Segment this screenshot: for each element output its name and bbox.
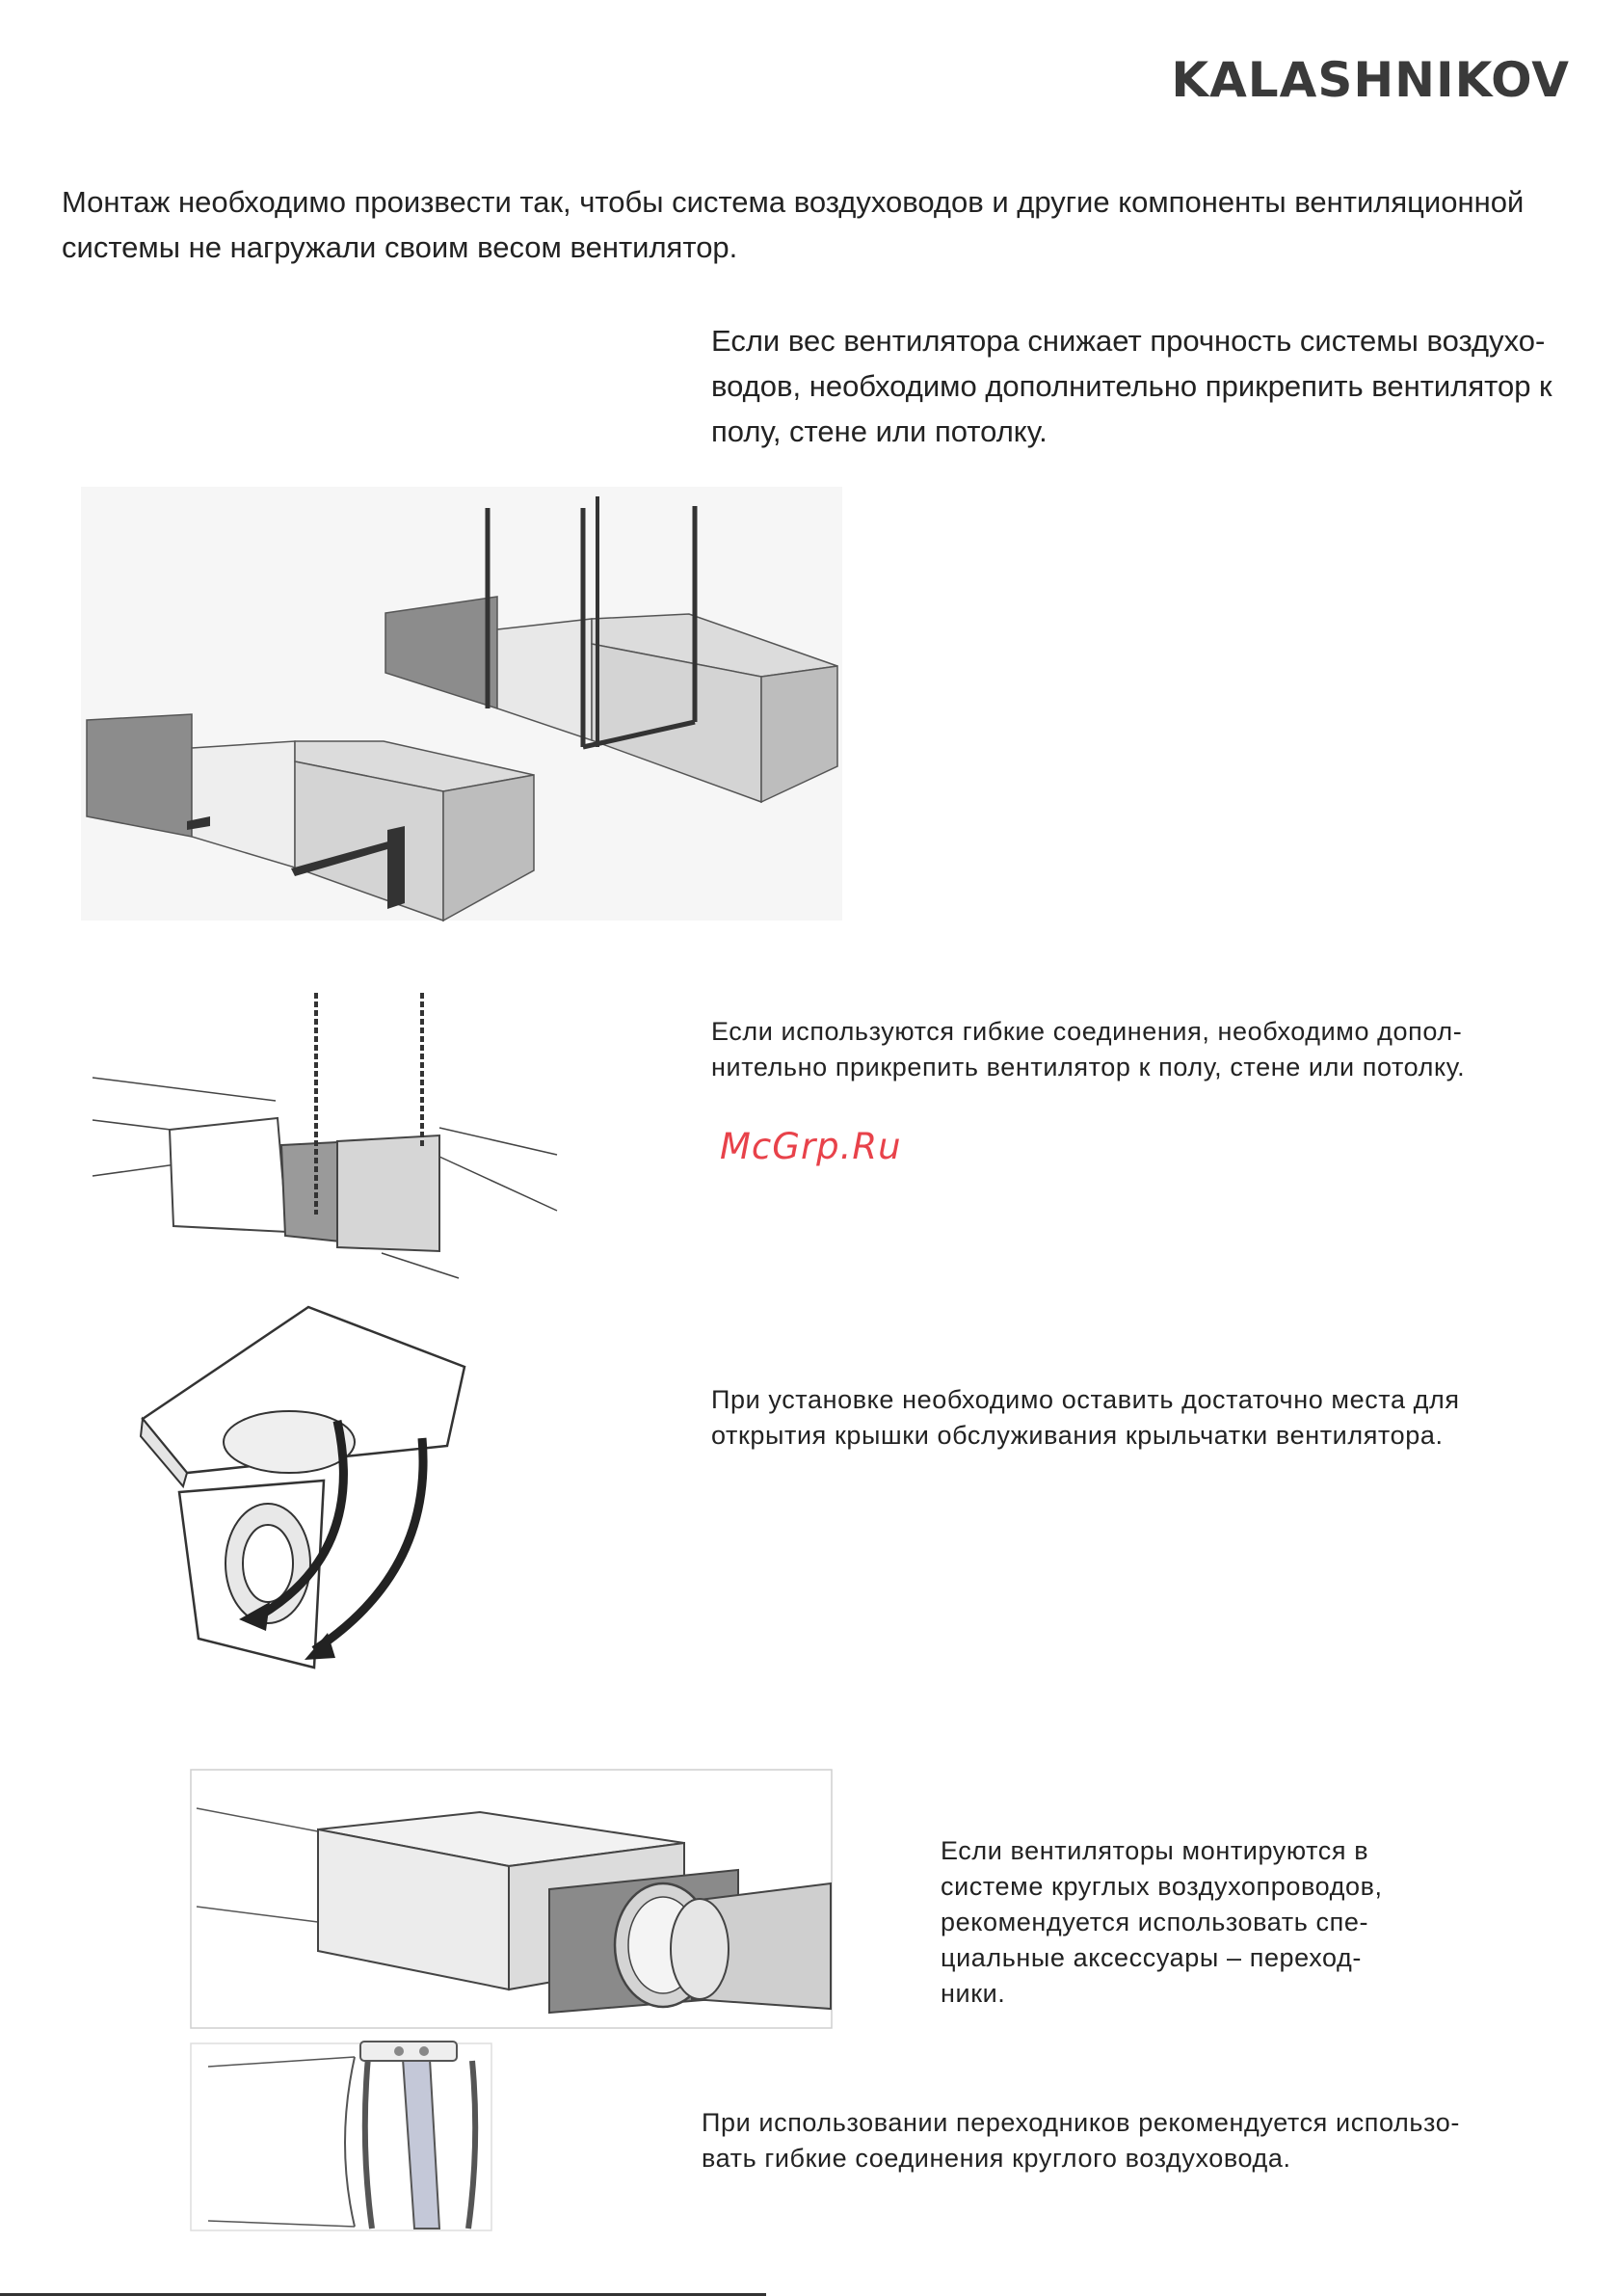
intro-line: системы не нагружали своим весом вентилятор. — [62, 230, 738, 264]
figure-round-flexible — [191, 2038, 499, 2230]
section5-paragraph — [702, 2105, 1460, 2176]
section5-line: При использовании переходников рекомендуется использо- — [702, 2108, 1460, 2137]
fan-housing — [170, 1118, 287, 1232]
section4-line: циальные аксессуары – переход- — [941, 1943, 1362, 1972]
section3-line: При установке необходимо оставить достаточно места для — [711, 1385, 1460, 1414]
section4-paragraph — [941, 1833, 1383, 2012]
impeller-ring — [243, 1525, 293, 1602]
clamp-screw — [360, 2042, 457, 2061]
intro-paragraph — [62, 179, 1524, 270]
section1-line: полу, стене или потолку. — [711, 414, 1048, 448]
duct-line — [439, 1128, 557, 1155]
duct-line — [93, 1078, 276, 1101]
duct-line — [382, 1253, 459, 1278]
section1-paragraph — [711, 318, 1552, 454]
section4-line: рекомендуется использовать спе- — [941, 1908, 1369, 1936]
figure-frame — [191, 2043, 491, 2230]
watermark: McGrp.Ru — [720, 1126, 902, 1167]
round-duct-end — [671, 1899, 729, 1999]
section2-line: Если используются гибкие соединения, необходимо допол- — [711, 1017, 1463, 1046]
section4-line: Если вентиляторы монтируются в — [941, 1836, 1369, 1865]
intro-line: Монтаж необходимо произвести так, чтобы система воздуховодов и другие компоненты вентиляционной — [62, 185, 1525, 219]
duct-line — [439, 1157, 557, 1211]
flex-connector-light — [337, 1135, 439, 1251]
section1-line: Если вес вентилятора снижает прочность системы воздухо- — [711, 324, 1546, 358]
section5-line: вать гибкие соединения круглого воздуховода. — [702, 2144, 1291, 2173]
figure-adapter — [191, 1770, 836, 2030]
figure-duct-suspension — [81, 487, 852, 925]
figure-service-lid — [135, 1301, 472, 1687]
section4-line: системе круглых воздухопроводов, — [941, 1872, 1383, 1901]
section1-line: водов, необходимо дополнительно прикрепить вентилятор к — [711, 369, 1552, 403]
section2-paragraph — [711, 1014, 1465, 1085]
section4-line: ники. — [941, 1979, 1006, 2008]
section2-line: нительно прикрепить вентилятор к полу, стене или потолку. — [711, 1053, 1466, 1081]
section3-line: открытия крышки обслуживания крыльчатки вентилятора. — [711, 1421, 1444, 1450]
brand-logo: KALASHNIKOV — [1171, 52, 1570, 108]
floor-bracket — [387, 826, 405, 909]
section3-paragraph — [711, 1382, 1460, 1454]
screw-head — [419, 2046, 429, 2056]
screw-head — [394, 2046, 404, 2056]
impeller-top — [224, 1411, 355, 1473]
figure-flexible-connection — [93, 993, 565, 1282]
duct-front-dark — [87, 714, 192, 837]
